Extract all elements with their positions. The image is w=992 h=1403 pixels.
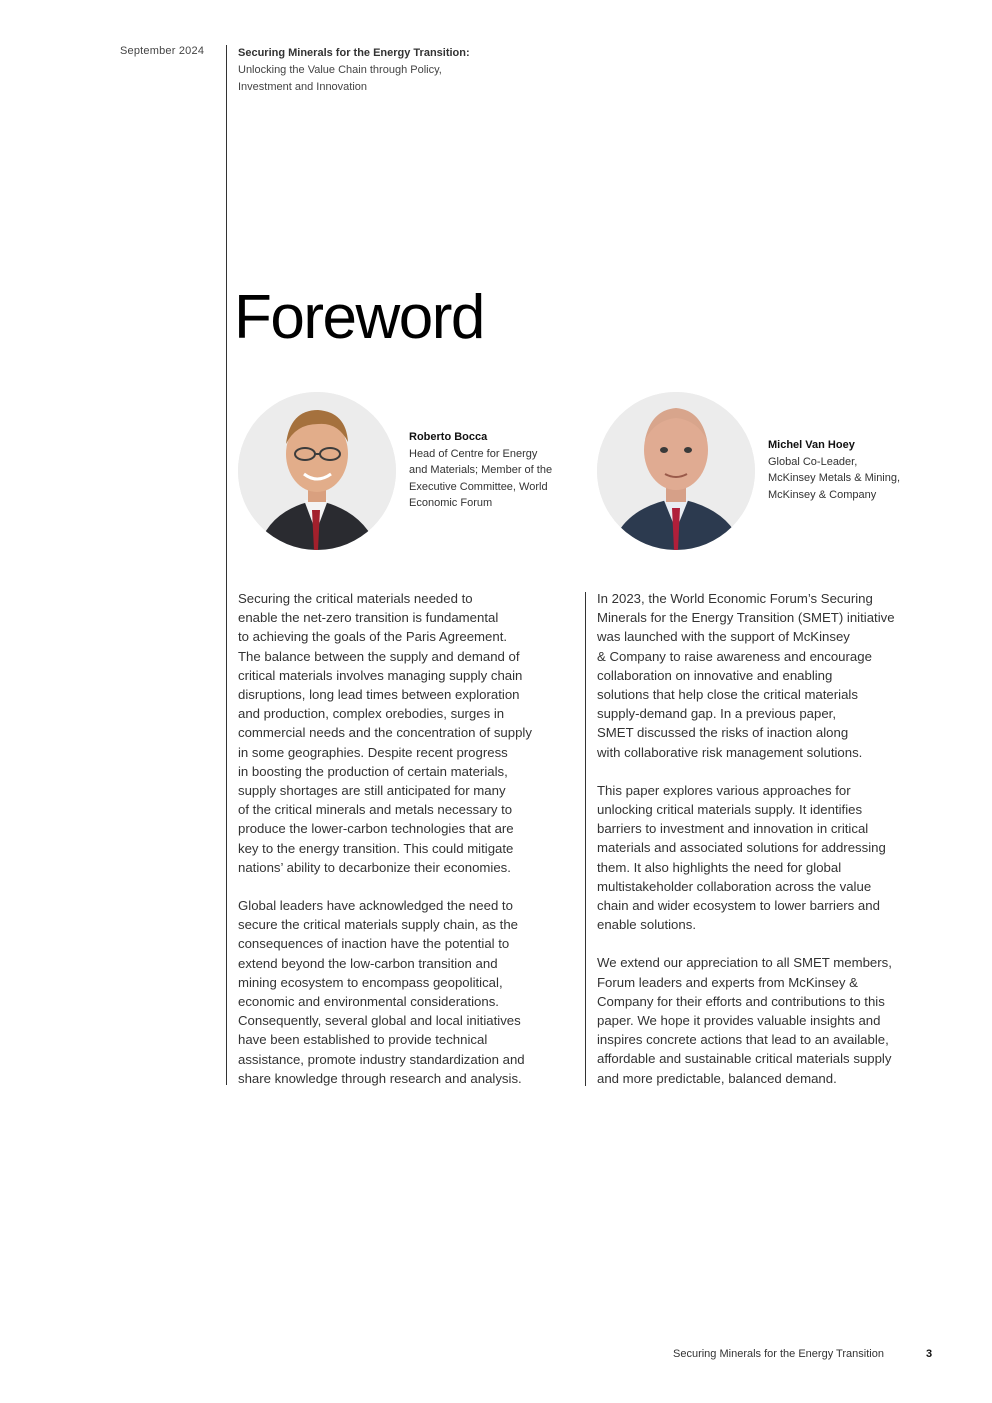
- author-role-line: and Materials; Member of the: [409, 464, 553, 476]
- paragraph: We extend our appreciation to all SMET members, Forum leaders and experts from McKinsey & Company for their efforts and contributions to this paper. We hope it provides valuable insights and inspires concrete actions that lead to an available, affordable and sustainable critical materials supply and more predictable, balanced demand.: [597, 955, 892, 1086]
- header-title-line-3: Investment and Innovation: [238, 81, 368, 93]
- page-number: 3: [926, 1348, 933, 1360]
- author-name: Roberto Bocca: [409, 431, 488, 443]
- author-role-line: Global Co-Leader,: [768, 455, 858, 468]
- header-title-line-2: Unlocking the Value Chain through Policy,: [238, 64, 442, 76]
- header-title-line-1: Securing Minerals for the Energy Transition:: [238, 47, 470, 59]
- left-divider-line: [226, 45, 227, 1085]
- author-name: Michel Van Hoey: [768, 439, 855, 451]
- body-right-column: [597, 589, 937, 1088]
- author-card-michel-van-hoey: [768, 437, 900, 503]
- author-role-line: Economic Forum: [409, 497, 493, 509]
- author-card-roberto-bocca: [409, 429, 552, 512]
- author-role-line: Head of Centre for Energy: [409, 447, 538, 460]
- page-title: Foreword: [234, 283, 484, 352]
- column-divider-line: [585, 592, 586, 1086]
- author-role-line: McKinsey & Company: [768, 488, 877, 501]
- running-header: [238, 45, 470, 96]
- body-left-column: [238, 589, 578, 1088]
- author-photo-roberto-bocca: [238, 392, 396, 550]
- publication-date: September 2024: [120, 45, 205, 57]
- footer-title: Securing Minerals for the Energy Transition: [673, 1348, 884, 1360]
- paragraph: Securing the critical materials needed to enable the net-zero transition is fundamental to achieving the goals of the Paris Agreement. The balance between the supply and demand of critical materials involves managing supply chain disruptions, long lead times between exploration and production, complex orebodies, surges in commercial needs and the concentration of supply in some geographies. Despite recent progress in boosting the production of certain materials, supply shortages are still anticipated for many of the critical minerals and metals necessary to produce the lower-carbon technologies that are key to the energy transition. This could mitigate nations’ ability to decarbonize their economies.: [238, 591, 532, 875]
- paragraph: Global leaders have acknowledged the need to secure the critical materials supply chain, as the consequences of inaction have the potential to extend beyond the low-carbon transition and mining ecosystem to encompass geopolitical, economic and environmental considerations. Consequently, several global and local initiatives have been established to provide technical assistance, promote industry standardization and share knowledge through research and analysis.: [238, 898, 525, 1086]
- author-role-line: McKinsey Metals & Mining,: [768, 472, 901, 484]
- paragraph: This paper explores various approaches for unlocking critical materials supply. It identifies barriers to investment and innovation in critical materials and associated solutions for addressing them. It also highlights the need for global multistakeholder collaboration across the value chain and wider ecosystem to lower barriers and enable solutions.: [597, 782, 886, 933]
- paragraph: In 2023, the World Economic Forum’s Securing Minerals for the Energy Transition (SMET) initiative was launched with the support of McKinsey & Company to raise awareness and encourage collaboration on innovative and enabling solutions that help close the critical materials supply-demand gap. In a previous paper, SMET discussed the risks of inaction along with collaborative risk management solutions.: [597, 591, 895, 760]
- author-photo-michel-van-hoey: [597, 392, 755, 550]
- author-role-line: Executive Committee, World: [409, 480, 548, 493]
